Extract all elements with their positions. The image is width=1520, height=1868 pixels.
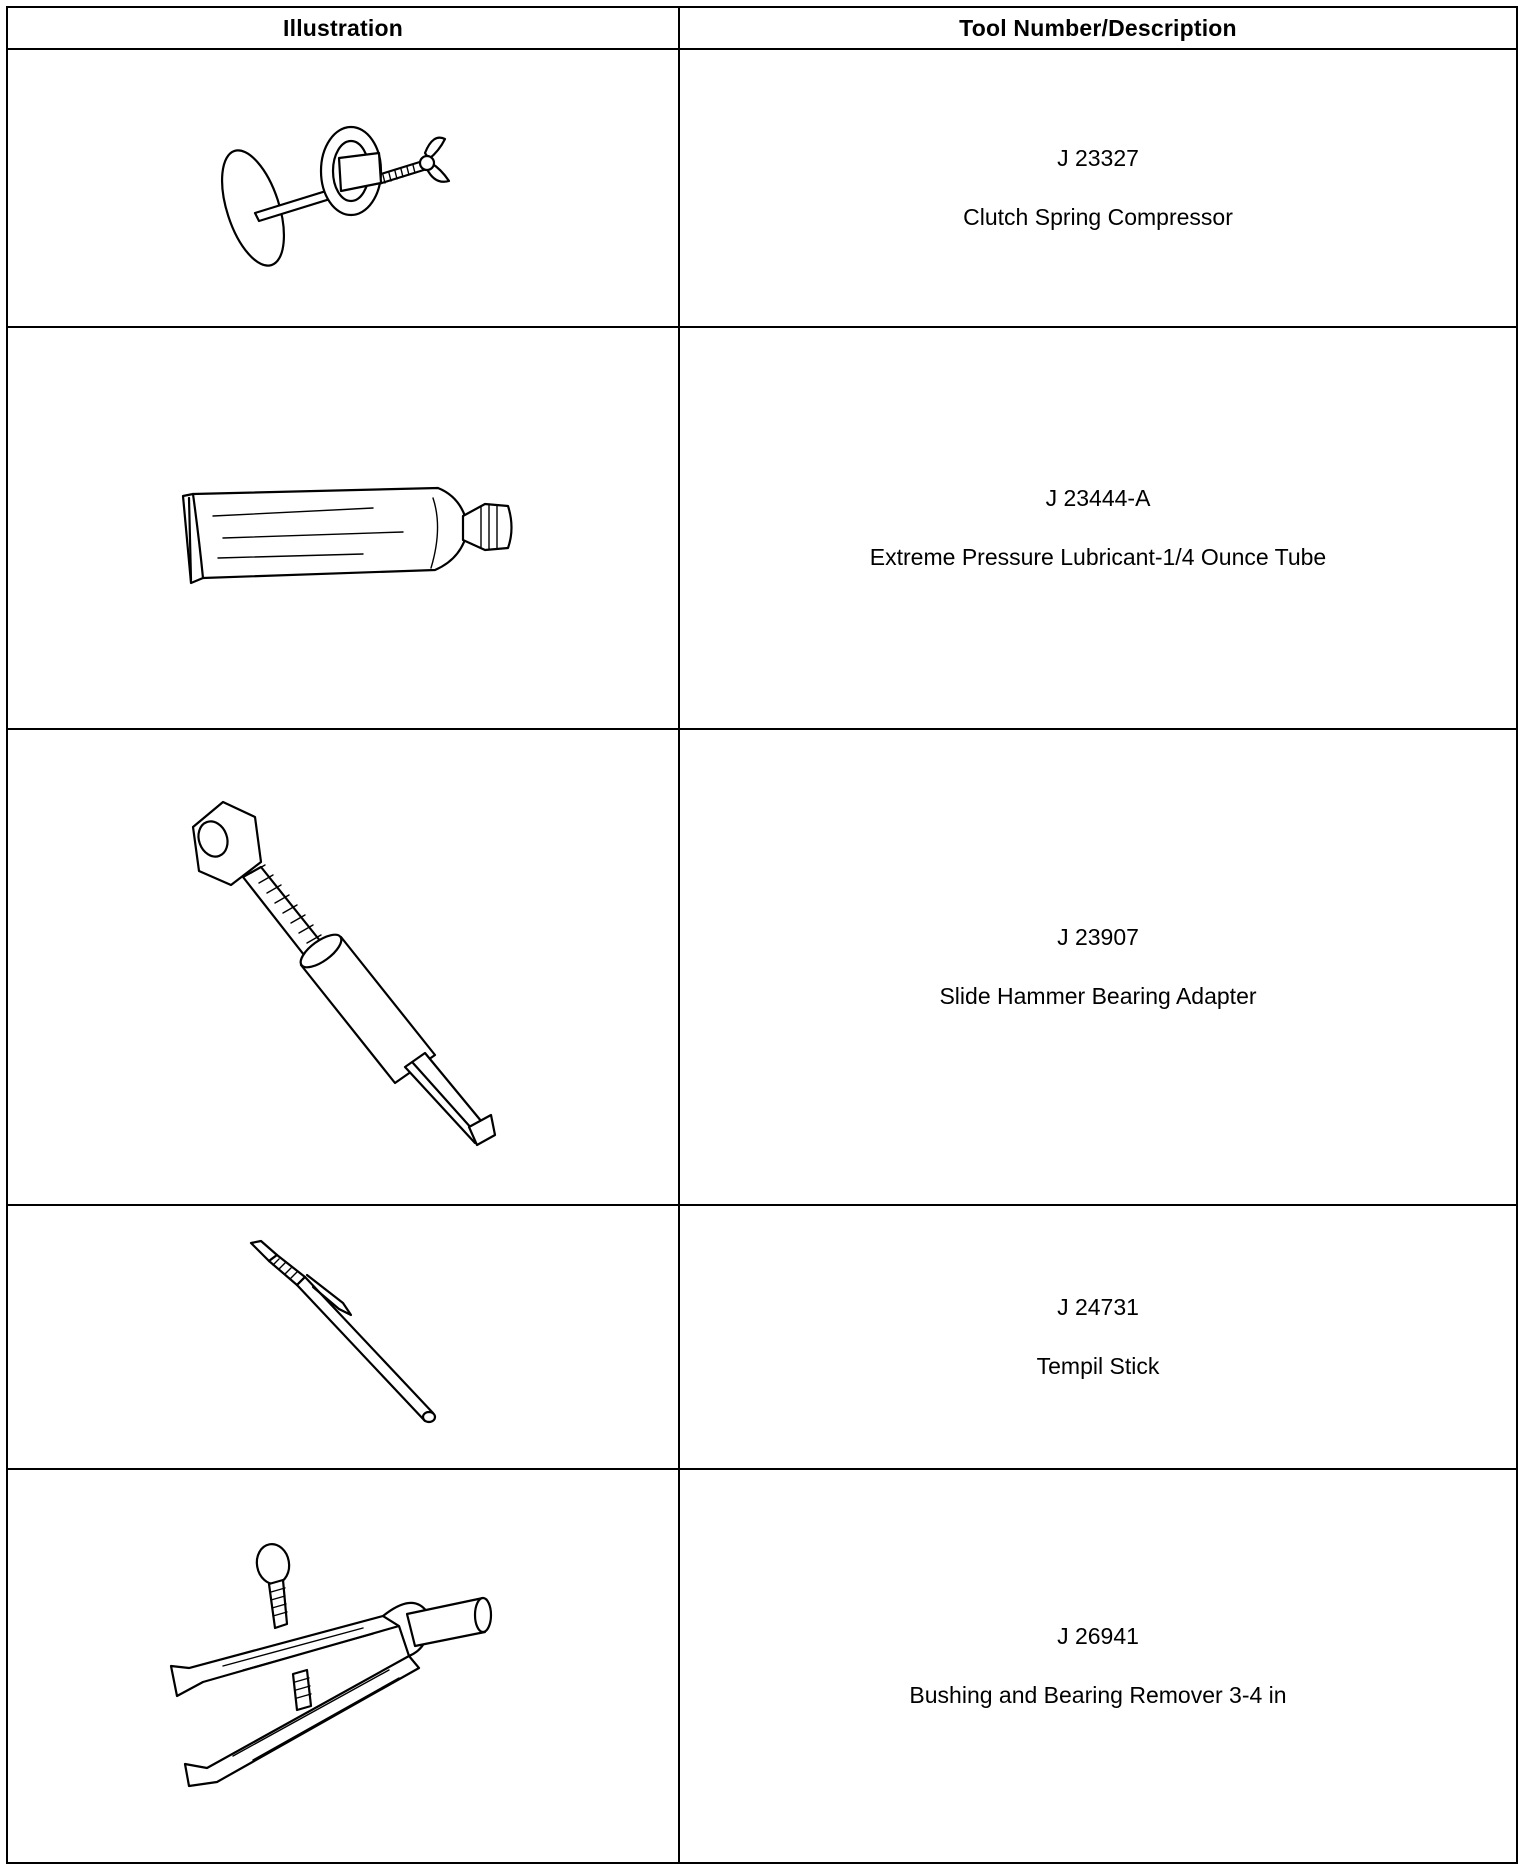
tool-number: J 24731 (1057, 1294, 1139, 1320)
tempil-stick-icon (243, 1237, 443, 1437)
table-row (7, 49, 1517, 327)
illustration-cell (7, 1469, 679, 1863)
table-row (7, 327, 1517, 729)
tool-description: Extreme Pressure Lubricant-1/4 Ounce Tube (869, 544, 1327, 570)
header-row (7, 7, 1517, 49)
table-row (7, 1469, 1517, 1863)
description-cell (679, 1469, 1517, 1863)
illustration-cell (7, 327, 679, 729)
tool-description: Tempil Stick (1036, 1353, 1160, 1379)
clutch-spring-compressor-icon (213, 103, 473, 273)
illustration-cell (7, 729, 679, 1205)
tool-description: Clutch Spring Compressor (963, 204, 1233, 230)
table-row (7, 729, 1517, 1205)
tool-number: J 26941 (1057, 1623, 1139, 1649)
description-cell (679, 729, 1517, 1205)
tool-number: J 23327 (1057, 145, 1139, 171)
tool-description: Bushing and Bearing Remover 3-4 in (909, 1682, 1287, 1708)
bushing-remover-icon (163, 1536, 523, 1796)
header-tool-description: Tool Number/Description (679, 7, 1517, 49)
table-row (7, 1205, 1517, 1469)
illustration-cell (7, 49, 679, 327)
description-cell (679, 49, 1517, 327)
header-illustration: Illustration (7, 7, 679, 49)
lubricant-tube-icon (163, 458, 523, 598)
tool-number: J 23907 (1057, 924, 1139, 950)
slide-hammer-adapter-icon (173, 787, 513, 1147)
description-cell (679, 1205, 1517, 1469)
tool-description: Slide Hammer Bearing Adapter (939, 983, 1257, 1009)
description-cell (679, 327, 1517, 729)
tool-table (6, 6, 1518, 1864)
illustration-cell (7, 1205, 679, 1469)
tool-number: J 23444-A (1045, 485, 1151, 511)
